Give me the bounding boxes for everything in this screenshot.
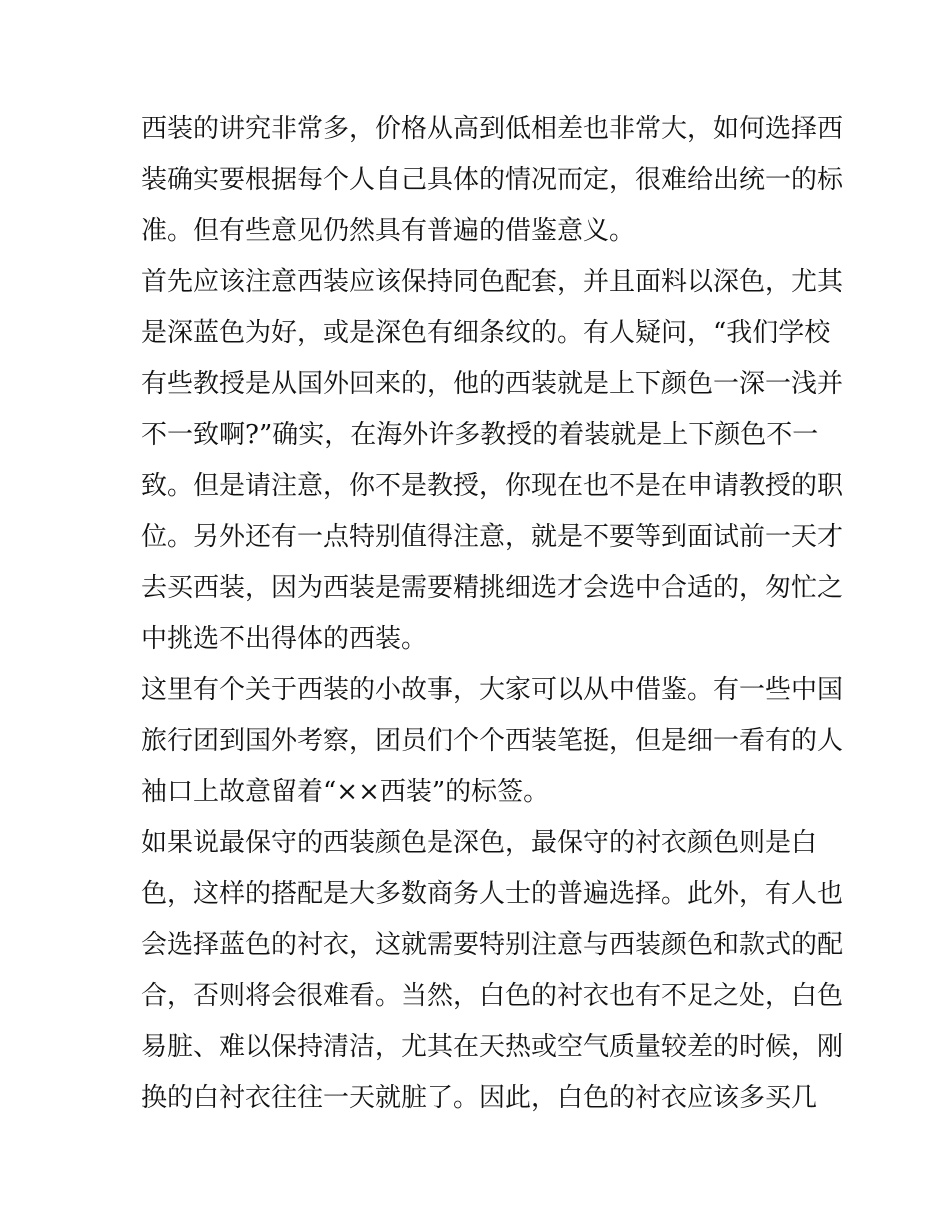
text-line: 装确实要根据每个人自己具体的情况而定，很难给出统一的标 (141, 165, 844, 195)
text-line: 有些教授是从国外回来的，他的西装就是上下颜色一深一浅并 (141, 369, 844, 399)
text-line: 换的白衬衣往往一天就脏了。因此，白色的衬衣应该多买几 (141, 1083, 818, 1113)
text-line: 准。但有些意见仍然具有普遍的借鉴意义。 (141, 216, 636, 246)
text-line: 西装的讲究非常多，价格从高到低相差也非常大，如何选择西 (141, 114, 844, 144)
paragraph-2 (141, 257, 844, 665)
text-line: 旅行团到国外考察，团员们个个西装笔挺，但是细一看有的人 (141, 726, 844, 756)
text-line: 不一致啊?”确实，在海外许多教授的着装就是上下颜色不一 (141, 420, 819, 450)
text-line: 易脏、难以保持清洁，尤其在天热或空气质量较差的时候，刚 (141, 1032, 844, 1062)
text-line: 首先应该注意西装应该保持同色配套，并且面料以深色，尤其 (141, 267, 844, 297)
text-line: 致。但是请注意，你不是教授，你现在也不是在申请教授的职 (141, 471, 844, 501)
text-line: 位。另外还有一点特别值得注意，就是不要等到面试前一天才 (141, 522, 844, 552)
text-line: 中挑选不出得体的西装。 (141, 624, 428, 654)
text-line: 如果说最保守的西装颜色是深色，最保守的衬衣颜色则是白 (141, 828, 818, 858)
text-line: 会选择蓝色的衬衣，这就需要特别注意与西装颜色和款式的配 (141, 930, 844, 960)
text-line: 色，这样的搭配是大多数商务人士的普遍选择。此外，有人也 (141, 879, 844, 909)
text-line: 合，否则将会很难看。当然，白色的衬衣也有不足之处，白色 (141, 981, 844, 1011)
document-body (141, 104, 844, 1124)
paragraph-4 (141, 818, 844, 1124)
text-line: 这里有个关于西装的小故事，大家可以从中借鉴。有一些中国 (141, 675, 844, 705)
text-line: 去买西装，因为西装是需要精挑细选才会选中合适的，匆忙之 (141, 573, 844, 603)
text-line: 是深蓝色为好，或是深色有细条纹的。有人疑问，“我们学校 (141, 318, 831, 348)
paragraph-1 (141, 104, 844, 257)
paragraph-3 (141, 665, 844, 818)
text-line: 袖口上故意留着“××西装”的标签。 (141, 777, 550, 807)
